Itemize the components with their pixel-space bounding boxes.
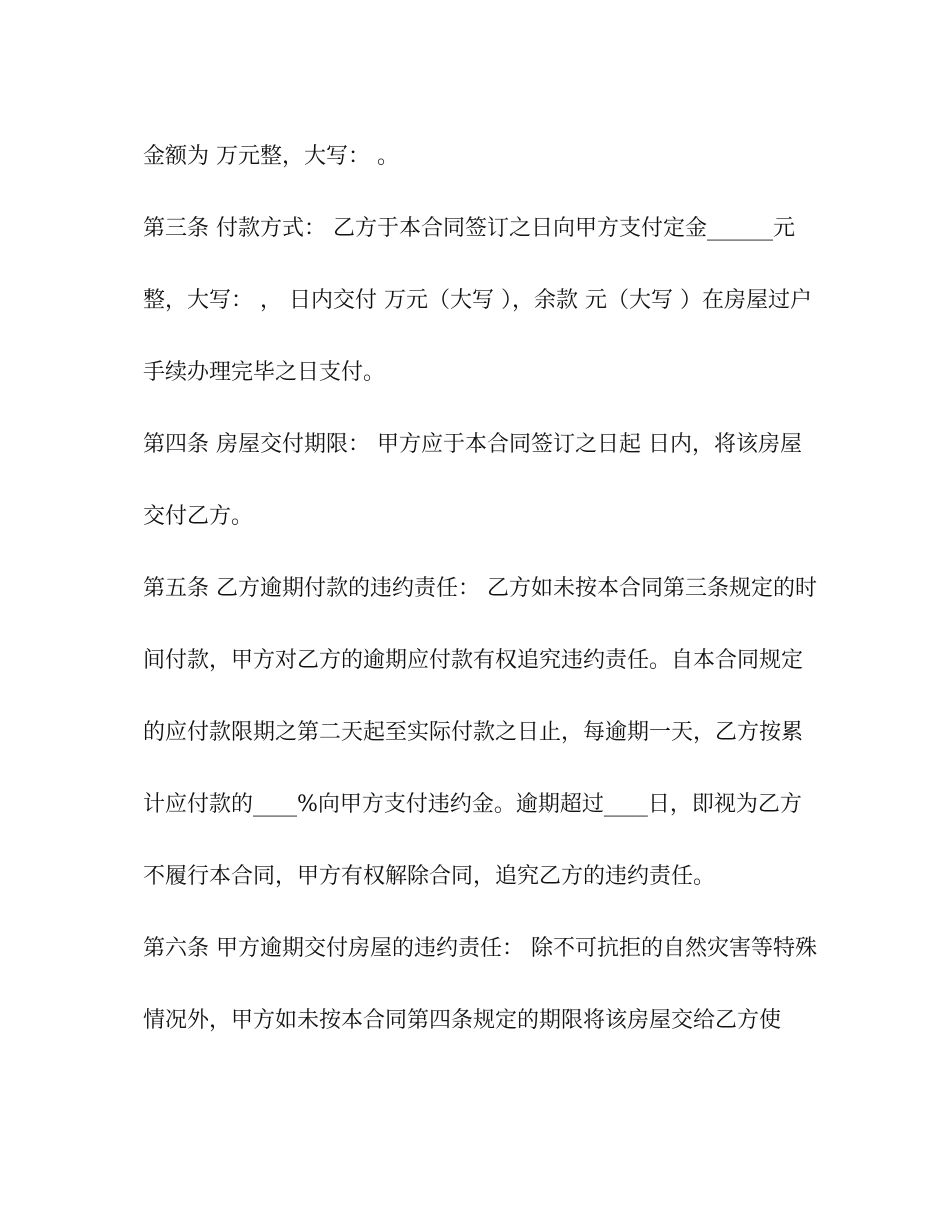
text-line: 金额为 万元整，大写： 。 — [143, 144, 399, 169]
text-line: 计应付款的____%向甲方支付违约金。逾期超过____日，即视为乙方 — [143, 792, 802, 817]
text-line: 第六条 甲方逾期交付房屋的违约责任： 除不可抗拒的自然灾害等特殊 — [143, 936, 817, 961]
text-line: 间付款，甲方对乙方的逾期应付款有权追究违约责任。自本合同规定 — [143, 648, 804, 673]
text-line: 第五条 乙方逾期付款的违约责任： 乙方如未按本合同第三条规定的时 — [143, 576, 817, 601]
contract-text — [143, 135, 823, 1071]
text-line: 整，大写： ， 日内交付 万元（大写 ），余款 元（大写 ）在房屋过户 — [143, 288, 812, 313]
text-line: 手续办理完毕之日支付。 — [143, 360, 386, 385]
text-line: 情况外，甲方如未按本合同第四条规定的期限将该房屋交给乙方使 — [143, 1008, 782, 1033]
text-line: 第四条 房屋交付期限： 甲方应于本合同签订之日起 日内，将该房屋 — [143, 432, 802, 457]
text-line: 的应付款限期之第二天起至实际付款之日止，每逾期一天，乙方按累 — [143, 720, 804, 745]
text-line: 第三条 付款方式： 乙方于本合同签订之日向甲方支付定金______元 — [143, 216, 795, 241]
text-line: 交付乙方。 — [143, 504, 254, 529]
text-line: 不履行本合同，甲方有权解除合同，追究乙方的违约责任。 — [143, 864, 716, 889]
